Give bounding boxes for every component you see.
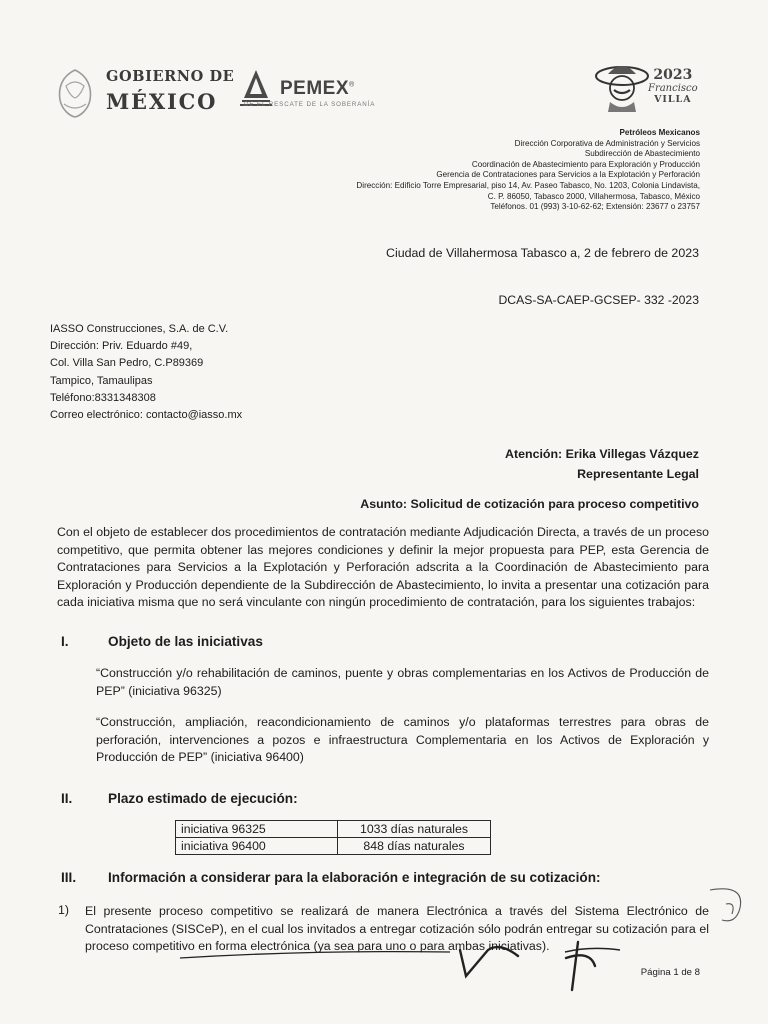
villa-name2: VILLA (654, 94, 692, 105)
section-number: III. (61, 870, 77, 885)
recipient-block (50, 321, 242, 424)
subject-line: Asunto: Solicitud de cotización para proceso competitivo (360, 497, 699, 511)
table-row (176, 821, 491, 838)
initiative-quote: “Construcción, ampliación, reacondicionamiento de caminos y/o plataformas terrestres para obras de perforación, intervenciones a pozos e infraestructura Complementaria en los Activos de Exploración y Producción de PEP” (iniciativa 96400) (96, 715, 709, 765)
intro-paragraph: Con el objeto de establecer dos procedimientos de contratación mediante Adjudicación Directa, a través de un proceso competitivo, que permita obtener las mejores condiciones y definir la mejor propuesta para PEP, esta Gerencia de Contrataciones para Servicios a la Explotación y Perforación adscrita a la Coordinación de Abastecimiento para Exploración y Producción dependiente de la Subdirección de Abastecimiento, lo invita a presentar una cotización para cada iniciativa misma que no será vinculante con ningún procedimiento de contratación, para los siguientes trabajos: (57, 525, 709, 610)
recipient-company: IASSO Construcciones, S.A. de C.V. (50, 323, 229, 335)
list-item: El presente proceso competitivo se realizará de manera Electrónica a través del Sistema Electrónico de Contrataciones (SISCeP), en el cual los invitados a entregar cotización sólo podrán entregar su cotización para el proceso competitivo en forma electrónica (ya sea para uno o para ambas iniciativas). (85, 904, 709, 954)
villa-2023-text (648, 68, 698, 105)
table-row (176, 838, 491, 855)
section-title: Información a considerar para la elaboración e integración de su cotización: (108, 870, 601, 885)
pemex-registered: ® (349, 81, 355, 89)
attention-role: Representante Legal (577, 466, 699, 481)
gobierno-line2: MÉXICO (106, 88, 218, 114)
villa-name1: Francisco (648, 83, 698, 94)
villa-year: 2023 (653, 67, 693, 83)
org-address: C. P. 86050, Tabasco 2000, Villahermosa, Tabasco, México (487, 191, 700, 201)
recipient-email: Correo electrónico: contacto@iasso.mx (50, 409, 243, 422)
org-line: Subdirección de Abastecimiento (584, 149, 700, 159)
place-date: Ciudad de Villahermosa Tabasco a, 2 de febrero de 2023 (386, 246, 699, 260)
organization-block (356, 128, 700, 213)
org-line: Gerencia de Contrataciones para Servicios a la Explotación y Perforación (436, 170, 700, 180)
org-phone: Teléfonos. 01 (993) 3-10-62-62; Extensión: 23677 o 23757 (490, 202, 700, 212)
org-address: Dirección: Edificio Torre Empresarial, piso 14, Av. Paseo Tabasco, No. 1203, Colonia Lindavista, (356, 180, 700, 190)
table-cell-initiative: iniciativa 96400 (176, 838, 338, 855)
page-number: Página 1 de 8 (640, 967, 700, 978)
list-item-number: 1) (58, 903, 69, 917)
pemex-name: PEMEX (280, 78, 350, 99)
recipient-phone: Teléfono:8331348308 (50, 391, 156, 404)
signature-marks-icon (170, 880, 760, 1010)
initiative-quote: “Construcción y/o rehabilitación de caminos, puente y obras complementarias en los Activos de Producción de PEP” (iniciativa 96325) (96, 666, 709, 698)
plazo-table (175, 820, 491, 855)
org-line: Coordinación de Abastecimiento para Exploración y Producción (471, 159, 700, 169)
pemex-tagline: DE EL RESCATE DE LA SOBERANÍA (244, 101, 376, 108)
org-line: Dirección Corporativa de Administración y Servicios (514, 138, 700, 148)
table-cell-days: 1033 días naturales (338, 821, 491, 838)
table-cell-days: 848 días naturales (338, 838, 491, 855)
section-title: Objeto de las iniciativas (108, 634, 263, 649)
attention-block (505, 445, 699, 484)
attention-name: Atención: Erika Villegas Vázquez (505, 447, 699, 461)
gobierno-logo-text (106, 70, 234, 112)
section-number: II. (61, 791, 73, 806)
table-cell-initiative: iniciativa 96325 (176, 821, 338, 838)
recipient-city: Tampico, Tamaulipas (50, 374, 153, 387)
gobierno-line1: GOBIERNO DE (106, 68, 235, 85)
reference-number: DCAS-SA-CAEP-GCSEP- 332 -2023 (498, 293, 699, 307)
pemex-logo-text (280, 78, 355, 100)
recipient-address: Col. Villa San Pedro, C.P89369 (50, 357, 204, 370)
org-name: Petróleos Mexicanos (619, 128, 700, 137)
section-title: Plazo estimado de ejecución: (108, 791, 298, 806)
francisco-villa-portrait-icon (594, 60, 650, 112)
gobierno-emblem-icon (52, 66, 98, 120)
section-number: I. (61, 634, 69, 649)
recipient-address: Dirección: Priv. Eduardo #49, (50, 340, 193, 353)
